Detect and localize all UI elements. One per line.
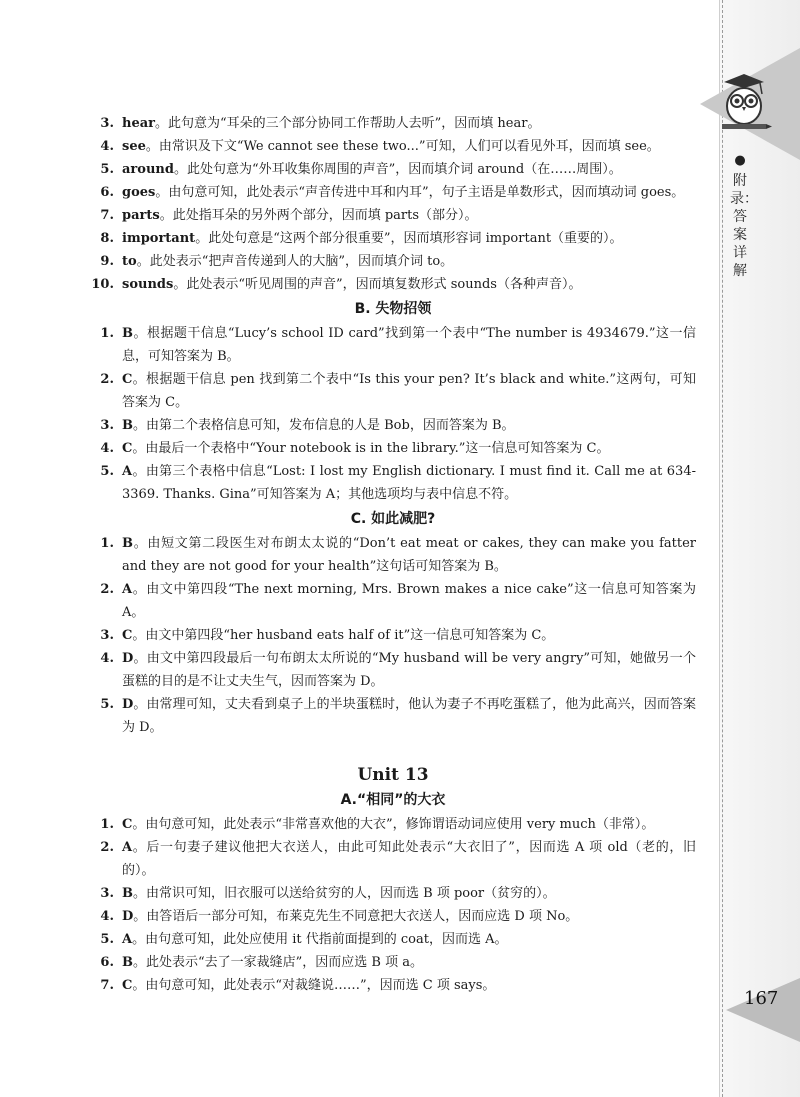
answer-content (90, 112, 696, 997)
answer-item: 1. B。由短文第二段医生对布朗太太说的“Don’t eat meat or cakes, they can make you fatter and they are not good for your health”这句话可知答案为 B。 (100, 536, 696, 574)
answer-item: 1. C。由句意可知，此处表示“非常喜欢他的大衣”，修饰谓语动词应使用 very much（非常）。 (100, 817, 655, 832)
answer-item: 4. C。由最后一个表格中“Your notebook is in the library.”这一信息可知答案为 C。 (100, 441, 610, 456)
answer-item: 5. A。由第三个表格中信息“Lost: I lost my English dictionary. I must find it. Call me at 634-3369. Thanks. Gina”可知答案为 A；其他选项均与表中信息不符。 (100, 464, 696, 502)
section-title: A.“相同”的大衣 (340, 792, 446, 808)
section-title: B. 失物招领 (354, 301, 432, 317)
owl-mascot-icon (716, 70, 772, 132)
answer-item: 2. A。后一句妻子建议他把大衣送人，由此可知此处表示“大衣旧了”，因而选 A 项 old（老的，旧的）。 (100, 840, 696, 878)
unit-title: Unit 13 (357, 765, 429, 785)
answer-item: 7. C。由句意可知，此处表示“对裁缝说……”，因而选 C 项 says。 (100, 978, 496, 993)
answer-item: 5. A。由句意可知，此处应使用 it 代指前面提到的 coat，因而选 A。 (100, 932, 508, 947)
answer-item: 3. hear。此句意为“耳朵的三个部分协同工作帮助人去听”，因而填 hear。 (100, 116, 541, 131)
answer-item: 5. D。由常理可知，丈夫看到桌子上的半块蛋糕时，他认为妻子不再吃蛋糕了，他为此高兴，因而答案为 D。 (100, 697, 696, 735)
section-c (90, 506, 696, 739)
answer-item: 4. see。由常识及下文“We cannot see these two...”可知，人们可以看见外耳，因而填 see。 (100, 139, 660, 154)
cut-line (722, 0, 723, 1097)
section-b (90, 296, 696, 506)
appendix-side-label (730, 152, 758, 280)
answer-item: 9. to。此处表示“把声音传递到人的大脑”，因而填介词 to。 (100, 254, 454, 269)
bullet-dot-icon: ● (734, 153, 746, 168)
answer-item: 7. parts。此处指耳朵的另外两个部分，因而填 parts（部分）。 (100, 208, 478, 223)
answer-item: 1. B。根据题干信息“Lucy’s school ID card”找到第一个表中“The number is 4934679.”这一信息，可知答案为 B。 (100, 326, 696, 364)
answer-item: 2. C。根据题干信息 pen 找到第二个表中“Is this your pen? It’s black and white.”这两句，可知答案为 C。 (100, 372, 696, 410)
page-number: 167 (744, 988, 779, 1009)
section-intro (90, 112, 696, 296)
unit-13 (90, 763, 696, 997)
answer-item: 8. important。此处句意是“这两个部分很重要”，因而填形容词 important（重要的）。 (100, 231, 623, 246)
side-label-text: 附录：答案详解 (730, 173, 758, 279)
answer-item: 6. goes。由句意可知，此处表示“声音传进中耳和内耳”，句子主语是单数形式，因而填动词 goes。 (100, 185, 685, 200)
answer-item: 3. B。由常识可知，旧衣服可以送给贫穷的人，因而选 B 项 poor（贫穷的）。 (100, 886, 556, 901)
answer-item: 4. D。由答语后一部分可知，布莱克先生不同意把大衣送人，因而应选 D 项 No。 (100, 909, 579, 924)
answer-item: 3. B。由第二个表格信息可知，发布信息的人是 Bob，因而答案为 B。 (100, 418, 515, 433)
answer-item: 10. sounds。此处表示“听见周围的声音”，因而填复数形式 sounds（各种声音）。 (91, 277, 582, 292)
section-title: C. 如此减肥? (350, 511, 436, 527)
answer-item: 4. D。由文中第四段最后一句布朗太太所说的“My husband will be very angry”可知，她做另一个蛋糕的目的是不让丈夫生气，因而答案为 D。 (100, 651, 696, 689)
answer-item: 6. B。此处表示“去了一家裁缝店”，因而应选 B 项 a。 (100, 955, 423, 970)
answer-item: 2. A。由文中第四段“The next morning, Mrs. Brown makes a nice cake”这一信息可知答案为 A。 (100, 582, 696, 620)
answer-item: 3. C。由文中第四段“her husband eats half of it”这一信息可知答案为 C。 (100, 628, 555, 643)
answer-item: 5. around。此处句意为“外耳收集你周围的声音”，因而填介词 around（在……周围）。 (100, 162, 622, 177)
